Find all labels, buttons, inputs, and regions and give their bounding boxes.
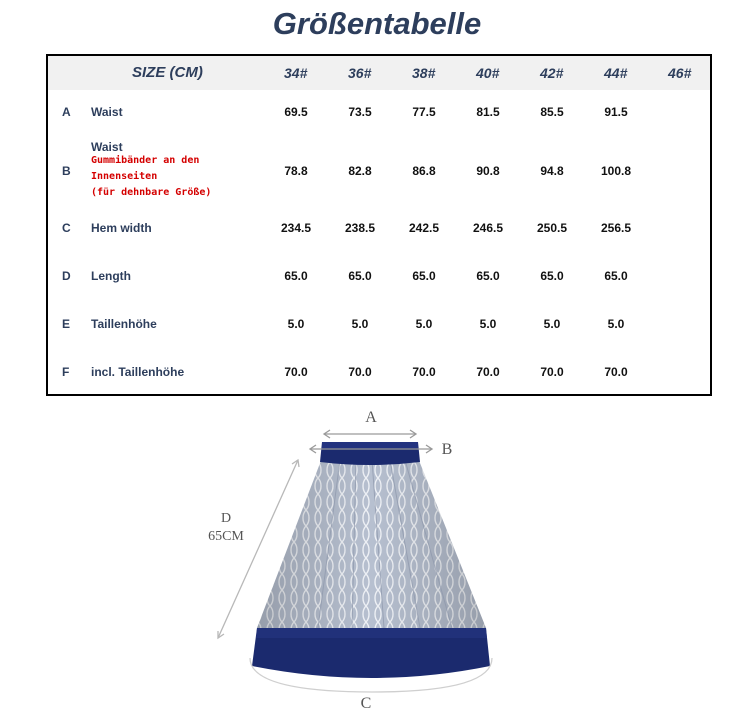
table-cell: 90.8 <box>476 164 500 178</box>
table-cell: 65.0 <box>476 269 500 283</box>
row-letter: D <box>62 269 71 283</box>
page-title: Größentabelle <box>272 6 482 41</box>
table-cell: 70.0 <box>284 365 308 379</box>
table-cell: 65.0 <box>412 269 436 283</box>
table-cell: 5.0 <box>351 317 369 331</box>
skirt-diagram <box>0 398 754 727</box>
table-cell: 250.5 <box>536 221 568 235</box>
table-cell: 85.5 <box>540 105 564 119</box>
row-label: Taillenhöhe <box>91 317 157 331</box>
table-cell: 256.5 <box>600 221 632 235</box>
table-cell: 70.0 <box>348 365 372 379</box>
table-cell: 100.8 <box>600 164 632 178</box>
size-header-46: 46# <box>668 65 692 81</box>
row-letter: E <box>62 317 71 331</box>
row-label: Waist <box>91 140 123 154</box>
table-cell: 242.5 <box>408 221 440 235</box>
table-cell: 94.8 <box>540 164 564 178</box>
table-cell: 5.0 <box>543 317 561 331</box>
table-cell: 5.0 <box>479 317 497 331</box>
label-c: C <box>360 695 372 712</box>
size-header-42: 42# <box>540 65 564 81</box>
row-letter: B <box>62 164 71 178</box>
row-label: Waist <box>91 105 123 119</box>
label-b: B <box>441 441 453 458</box>
size-table <box>46 54 712 396</box>
table-cell: 81.5 <box>476 105 500 119</box>
row-letter: F <box>62 365 70 379</box>
table-cell: 70.0 <box>540 365 564 379</box>
table-cell: 65.0 <box>284 269 308 283</box>
table-cell: 5.0 <box>415 317 433 331</box>
table-cell: 86.8 <box>412 164 436 178</box>
table-cell: 91.5 <box>604 105 628 119</box>
size-header-44: 44# <box>604 65 628 81</box>
size-header-36: 36# <box>348 65 372 81</box>
size-header-38: 38# <box>412 65 436 81</box>
row-letter: A <box>62 105 71 119</box>
table-cell: 5.0 <box>607 317 625 331</box>
table-header-row <box>48 56 710 90</box>
label-a: A <box>365 409 377 426</box>
table-cell: 65.0 <box>540 269 564 283</box>
row-label: Length <box>91 269 131 283</box>
table-cell: 70.0 <box>412 365 436 379</box>
row-label: Hem width <box>91 221 152 235</box>
table-cell: 65.0 <box>604 269 628 283</box>
table-cell: 5.0 <box>287 317 305 331</box>
size-column-header: SIZE (CM) <box>132 64 203 81</box>
table-cell: 70.0 <box>476 365 500 379</box>
table-cell: 234.5 <box>280 221 312 235</box>
size-header-40: 40# <box>476 65 500 81</box>
table-cell: 65.0 <box>348 269 372 283</box>
label-d: D <box>220 511 232 526</box>
table-cell: 73.5 <box>348 105 372 119</box>
table-cell: 82.8 <box>348 164 372 178</box>
row-letter: C <box>62 221 71 235</box>
row-label: incl. Taillenhöhe <box>91 365 185 379</box>
size-header-34: 34# <box>284 65 308 81</box>
table-cell: 70.0 <box>604 365 628 379</box>
table-cell: 77.5 <box>412 105 436 119</box>
table-cell: 78.8 <box>284 164 308 178</box>
table-cell: 69.5 <box>284 105 308 119</box>
table-cell: 238.5 <box>344 221 376 235</box>
skirt-illustration <box>252 442 490 678</box>
table-cell: 246.5 <box>472 221 504 235</box>
waist-dimension-arrow <box>324 430 416 438</box>
label-d-value: 65CM <box>208 529 244 544</box>
elastic-note: Gummibänder an den Innenseiten (für dehnbare Größe) <box>91 155 212 198</box>
